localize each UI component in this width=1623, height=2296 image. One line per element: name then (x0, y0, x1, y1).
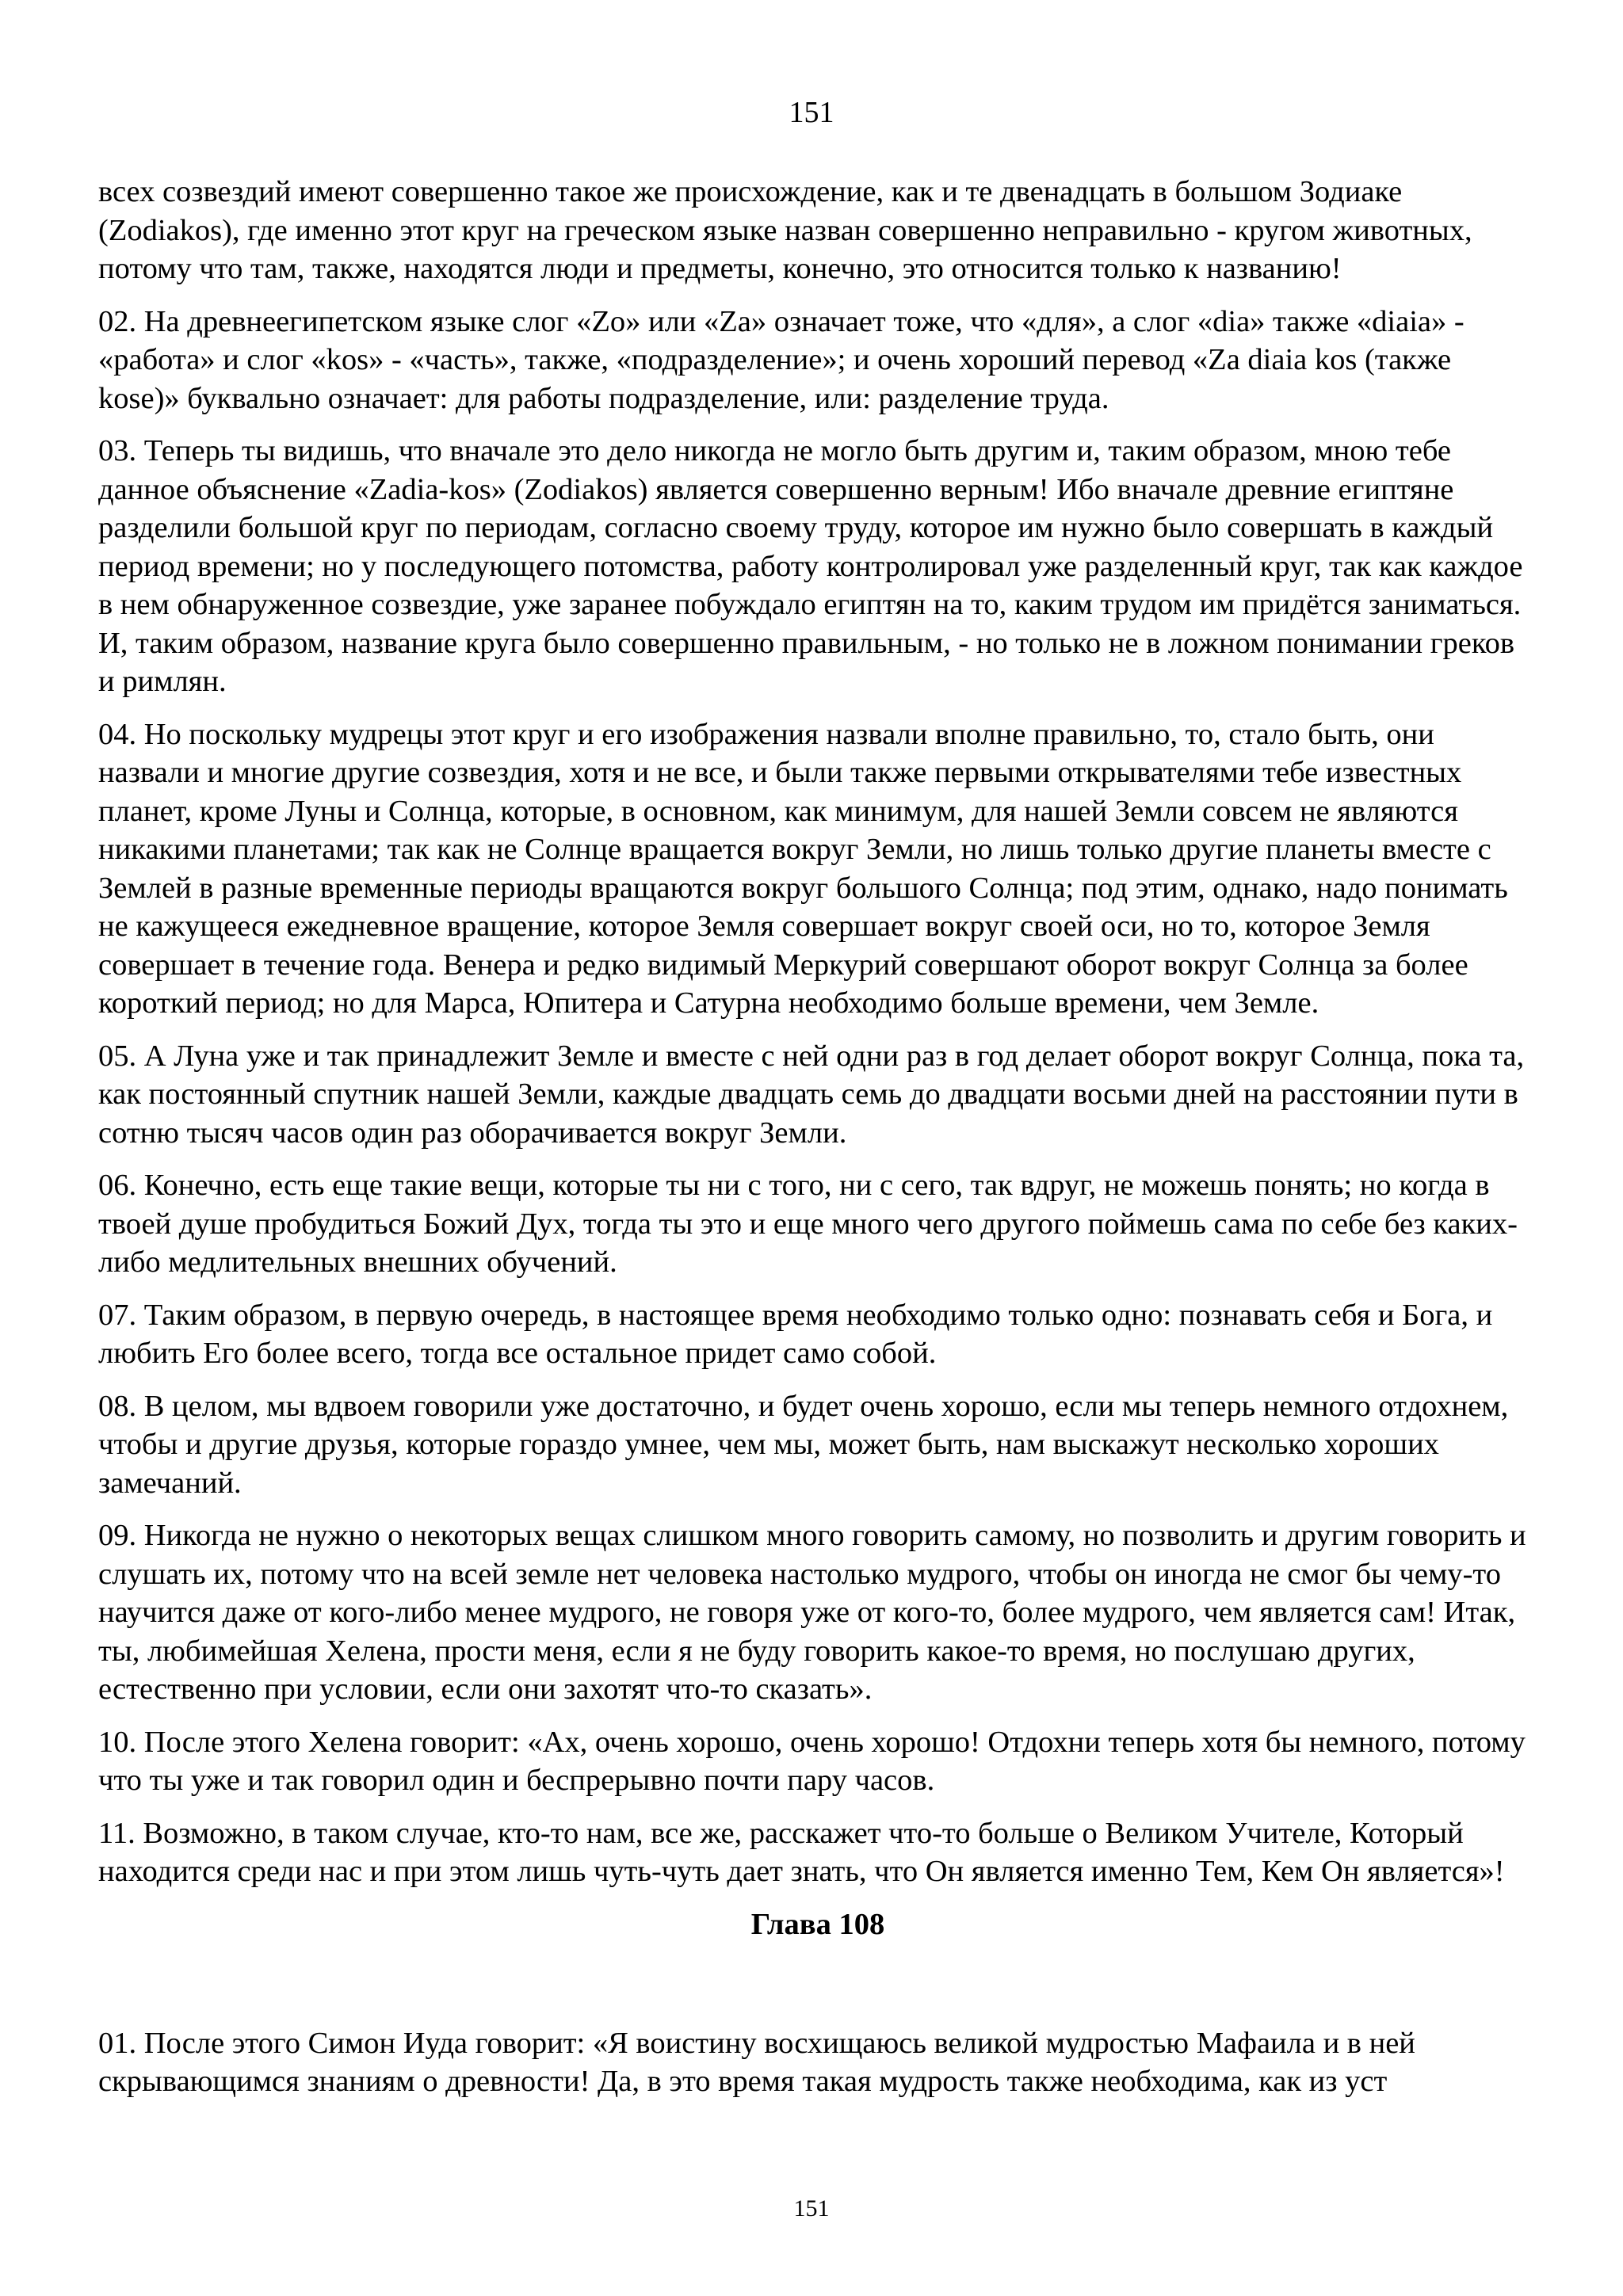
chapter-heading: Глава 108 (750, 1907, 885, 1941)
paragraph-11: 11. Возможно, в таком случае, кто-то нам, все же, расскажет что-то больше о Великом Учителе, Который находится среди нас и при этом лишь чуть-чуть дает знать, что Он является именно Тем, Кем Он является»! (98, 1816, 1505, 1888)
paragraph-04: 04. Но поскольку мудрецы этот круг и его изображения назвали вполне правильно, то, стало быть, они назвали и многие другие созвездия, хотя и не все, и были также первыми открывателями тебе известных планет, кроме Луны и Солнца, которые, в основном, как минимум, для нашей Земли совсем не являются никакими планетами; так как не Солнце вращается вокруг Земли, но лишь только другие планеты вместе с Землей в разные временные периоды вращаются вокруг большого Солнца; под этим, однако, надо понимать не кажущееся ежедневное вращение, которое Земля совершает вокруг своей оси, но то, которое Земля совершает в течение года. Венера и редко видимый Меркурий совершают оборот вокруг Солнца за более короткий период; но для Марса, Юпитера и Сатурна необходимо больше времени, чем Земле. (98, 717, 1508, 1020)
page-number-top: 151 (789, 96, 834, 129)
paragraph-06: 06. Конечно, есть еще такие вещи, которые ты ни с того, ни с сего, так вдруг, не можешь понять; но когда в твоей душе пробудиться Божий Дух, тогда ты это и еще много чего другого поймешь сама по себе без каких-либо медлительных внешних обучений. (98, 1169, 1518, 1279)
paragraph-chapter-01: 01. После этого Симон Иуда говорит: «Я воистину восхищаюсь великой мудростью Мафаила и в ней скрывающимся знаниям о древности! Да, в это время такая мудрость также необходима, как из уст (98, 2026, 1415, 2098)
paragraph-02: 02. На древнеегипетском языке слог «Zo» или «Za» означает тоже, что «для», а слог «dia» также «diaia» - «работа» и слог «kos» - «часть», также, «подразделение»; и очень хороший перевод «Za diaia kos (также kose)» буквально означает: для работы подразделение, или: разделение труда. (98, 304, 1465, 415)
paragraph-10: 10. После этого Хелена говорит: «Ах, очень хорошо, очень хорошо! Отдохни теперь хотя бы немного, потому что ты уже и так говорил один и беспрерывно почти пару часов. (98, 1725, 1526, 1797)
paragraph-08: 08. В целом, мы вдвоем говорили уже достаточно, и будет очень хорошо, если мы теперь немного отдохнем, чтобы и другие друзья, которые гораздо умнее, чем мы, может быть, нам выскажут несколько хороших замечаний. (98, 1389, 1509, 1500)
paragraph-continuation: всех созвездий имеют совершенно такое же происхождение, как и те двенадцать в большом Зодиаке (Zodiakos), где именно этот круг на греческом языке назван совершенно неправильно - кругом животных, потому что там, также, находятся люди и предметы, конечно, это относится только к названию! (98, 175, 1472, 285)
body-text (98, 173, 1537, 2115)
paragraph-09: 09. Никогда не нужно о некоторых вещах слишком много говорить самому, но позволить и другим говорить и слушать их, потому что на всей земле нет человека настолько мудрого, чтобы он иногда не смог бы чему-то научится даже от кого-либо менее мудрого, не говоря уже от кого-то, более мудрого, чем является сам! Итак, ты, любимейшая Хелена, прости меня, если я не буду говорить какое-то время, но послушаю других, естественно при условии, если они захотят что-то сказать». (98, 1519, 1526, 1706)
page-number-bottom: 151 (793, 2195, 830, 2222)
paragraph-03: 03. Теперь ты видишь, что вначале это дело никогда не могло быть другим и, таким образом, мною тебе данное объяснение «Zadia-kos» (Zodiakos) является совершенно верным! Ибо вначале древние египтяне разделили большой круг по периодам, согласно своему труду, которое им нужно было совершать в каждый период времени; но у последующего потомства, работу контролировал уже разделенный круг, так как каждое в нем обнаруженное созвездие, уже заранее побуждало египтян на то, каким трудом им придётся заниматься. И, таким образом, название круга было совершенно правильным, - но только не в ложном понимании греков и римлян. (98, 434, 1523, 698)
paragraph-05: 05. А Луна уже и так принадлежит Земле и вместе с ней одни раз в год делает оборот вокруг Солнца, пока та, как постоянный спутник нашей Земли, каждые двадцать семь до двадцати восьми дней на расстоянии пути в сотню тысяч часов один раз оборачивается вокруг Земли. (98, 1039, 1525, 1150)
paragraph-07: 07. Таким образом, в первую очередь, в настоящее время необходимо только одно: познавать себя и Бога, и любить Его более всего, тогда все остальное придет само собой. (98, 1298, 1493, 1370)
